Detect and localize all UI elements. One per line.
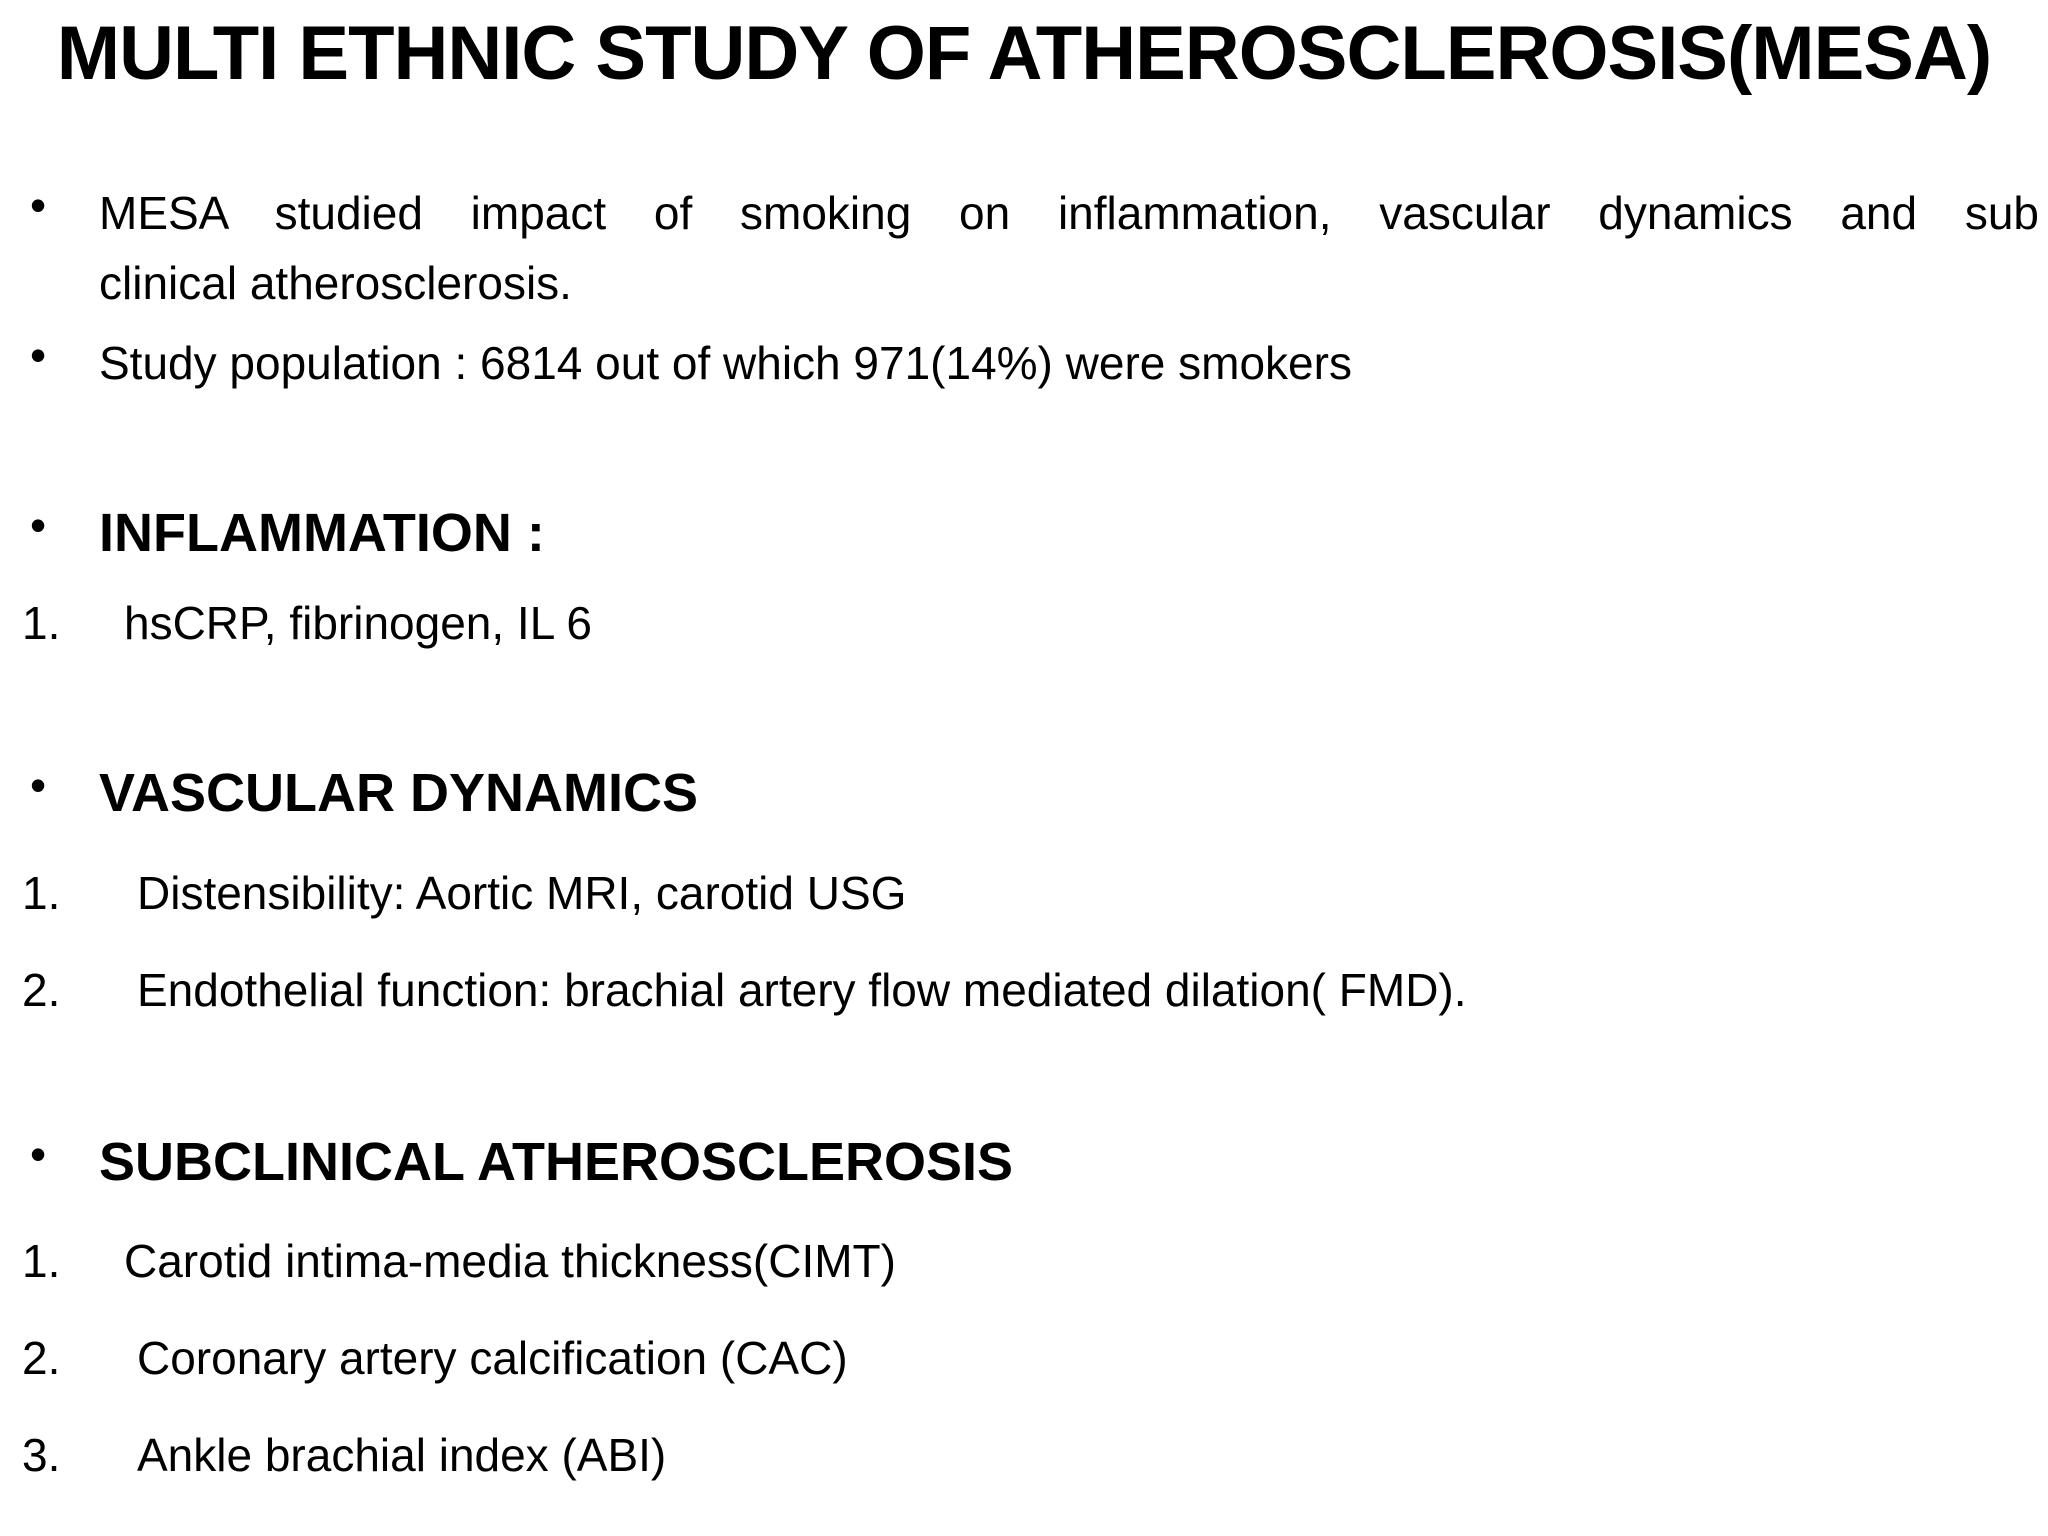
section-heading-text: INFLAMMATION : xyxy=(99,503,545,563)
slide-title: MULTI ETHNIC STUDY OF ATHEROSCLEROSIS(MESA) xyxy=(56,11,1992,96)
list-item-number: 1. xyxy=(22,1235,61,1287)
intro-bullet-line-2: clinical atherosclerosis. xyxy=(99,257,572,309)
list-item-number: 3. xyxy=(22,1429,61,1481)
list-item-number: 2. xyxy=(22,964,61,1016)
list-item-text: hsCRP, fibrinogen, IL 6 xyxy=(124,597,592,649)
list-item-text: Ankle brachial index (ABI) xyxy=(137,1429,667,1481)
bullet-icon: • xyxy=(30,179,47,231)
intro-bullet-text xyxy=(99,178,2039,318)
bullet-icon: • xyxy=(30,499,47,551)
list-item-number: 1. xyxy=(22,867,61,919)
bullet-icon: • xyxy=(30,759,47,811)
list-item-text: Coronary artery calcification (CAC) xyxy=(137,1332,848,1384)
bullet-icon: • xyxy=(30,1128,47,1180)
list-item-number: 2. xyxy=(22,1332,61,1384)
section-heading-text: SUBCLINICAL ATHEROSCLEROSIS xyxy=(99,1132,1014,1192)
study-population-text: Study population : 6814 out of which 971(14%) were smokers xyxy=(99,337,1352,389)
list-item-text: Carotid intima-media thickness(CIMT) xyxy=(124,1235,896,1287)
intro-bullet-line-1: MESA studied impact of smoking on inflammation, vascular dynamics and sub xyxy=(99,187,2039,239)
bullet-icon: • xyxy=(30,329,47,381)
list-item-text: Distensibility: Aortic MRI, carotid USG xyxy=(137,867,907,919)
list-item-number: 1. xyxy=(22,597,61,649)
section-heading-text: VASCULAR DYNAMICS xyxy=(99,763,699,823)
list-item-text: Endothelial function: brachial artery flow mediated dilation( FMD). xyxy=(137,964,1467,1016)
